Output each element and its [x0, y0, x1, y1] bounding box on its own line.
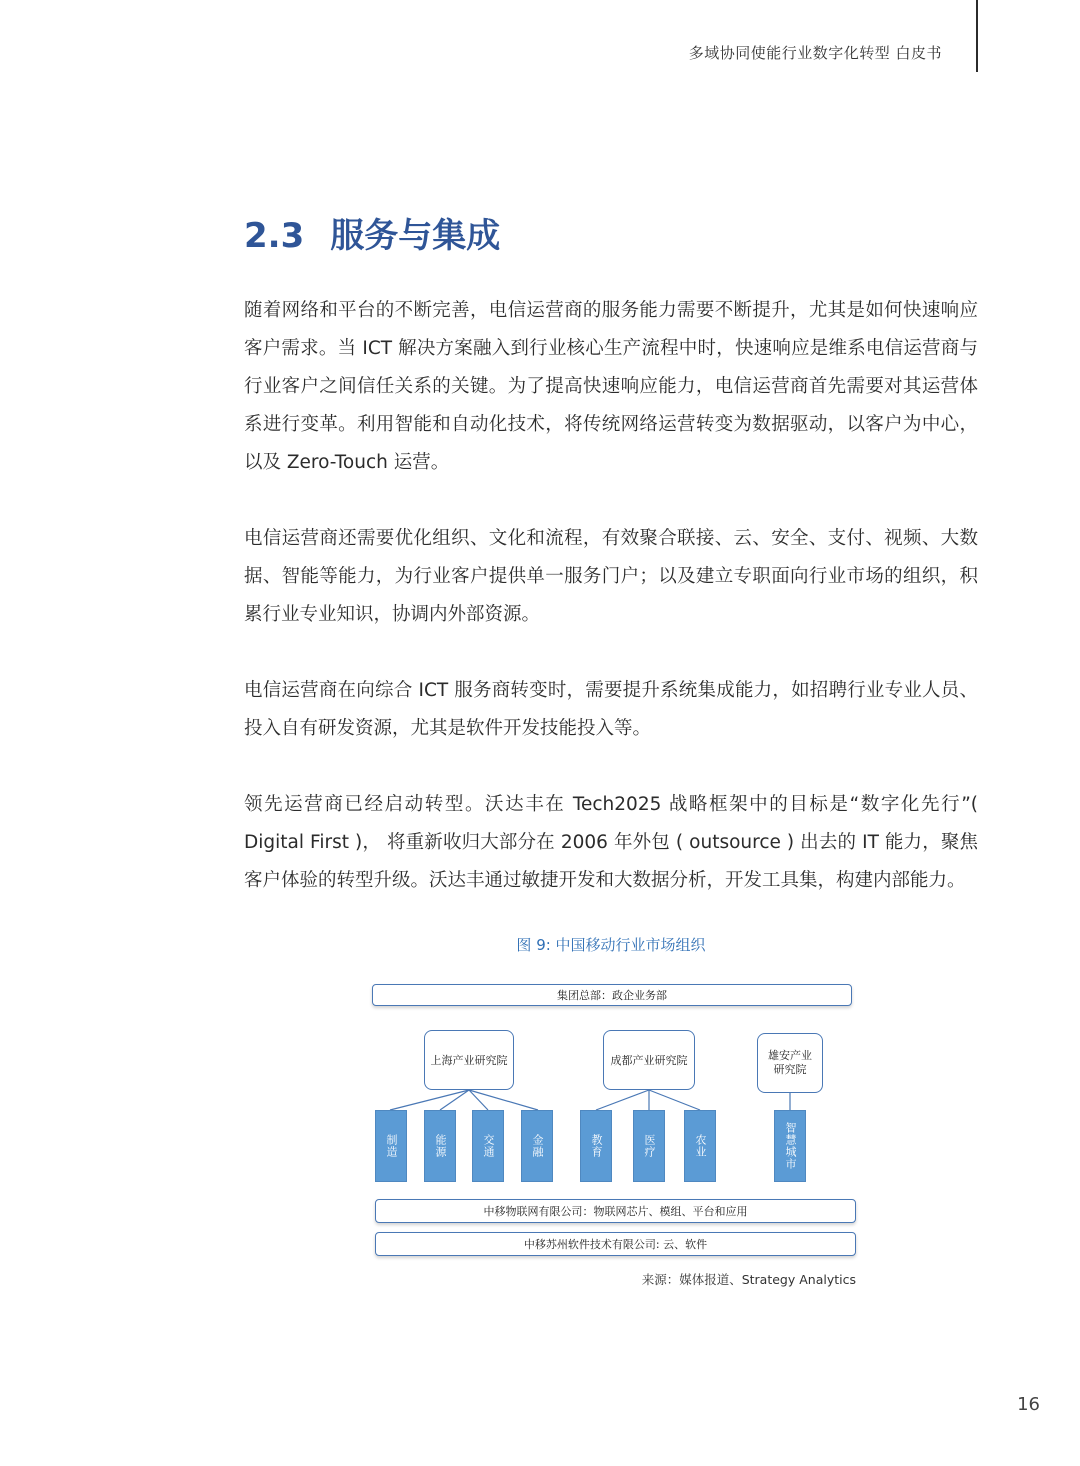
- section-number: 2.3: [244, 216, 305, 256]
- suzhou-software-box: 中移苏州软件技术有限公司: 云、软件: [375, 1232, 856, 1256]
- sector-box-manufacturing: 制造: [375, 1110, 407, 1182]
- paragraph-3: 电信运营商在向综合 ICT 服务商转变时，需要提升系统集成能力，如招聘行业专业人员、投入自有研发资源，尤其是软件开发技能投入等。: [244, 680, 978, 739]
- iot-company-box: 中移物联网有限公司：物联网芯片、模组、平台和应用: [375, 1199, 856, 1223]
- paragraph-4: 领先运营商已经启动转型。沃达丰在 Tech2025 战略框架中的目标是“数字化先行”( Digital First )， 将重新收归大部分在 2006 年外包 ( outsource ) 出去的 IT 能力，聚焦客户体验的转型升级。沃达丰通过敏捷开发和大数据分析，开发工具集，构建内部能力。: [244, 794, 978, 891]
- paragraph-2: 电信运营商还需要优化组织、文化和流程，有效聚合联接、云、安全、支付、视频、大数据、智能等能力，为行业客户提供单一服务门户；以及建立专职面向行业市场的组织，积累行业专业知识，协调内外部资源。: [244, 528, 978, 625]
- sector-box-agriculture: 农业: [684, 1110, 716, 1182]
- xiongan-institute-box: 雄安产业研究院: [757, 1033, 823, 1093]
- section-title: 服务与集成: [330, 216, 501, 256]
- sector-box-energy: 能源: [424, 1110, 456, 1182]
- sector-box-education: 教育: [580, 1110, 612, 1182]
- running-header: 多域协同使能行业数字化转型 白皮书: [688, 44, 942, 62]
- org-chart: [360, 975, 870, 1275]
- header-divider: [976, 0, 978, 72]
- sector-box-finance: 金融: [521, 1110, 553, 1182]
- paragraph-1: 随着网络和平台的不断完善，电信运营商的服务能力需要不断提升，尤其是如何快速响应客户需求。当 ICT 解决方案融入到行业核心生产流程中时，快速响应是维系电信运营商与行业客户之间信任关系的关键。为了提高快速响应能力，电信运营商首先需要对其运营体系进行变革。利用智能和自动化技术，将传统网络运营转变为数据驱动，以客户为中心，以及 Zero-Touch 运营。: [244, 300, 978, 473]
- section-heading: [244, 208, 500, 257]
- shanghai-institute-box: 上海产业研究院: [424, 1030, 514, 1090]
- figure-source: 来源：媒体报道、Strategy Analytics: [641, 1272, 856, 1287]
- chengdu-institute-box: 成都产业研究院: [603, 1030, 695, 1090]
- sector-box-transport: 交通: [472, 1110, 504, 1182]
- group-hq-box: 集团总部：政企业务部: [372, 984, 852, 1006]
- sector-box-healthcare: 医疗: [633, 1110, 665, 1182]
- figure-caption: 图 9: 中国移动行业市场组织: [516, 936, 706, 954]
- sector-box-smart-city: 智慧城市: [774, 1110, 806, 1182]
- page-number: 16: [1017, 1394, 1040, 1415]
